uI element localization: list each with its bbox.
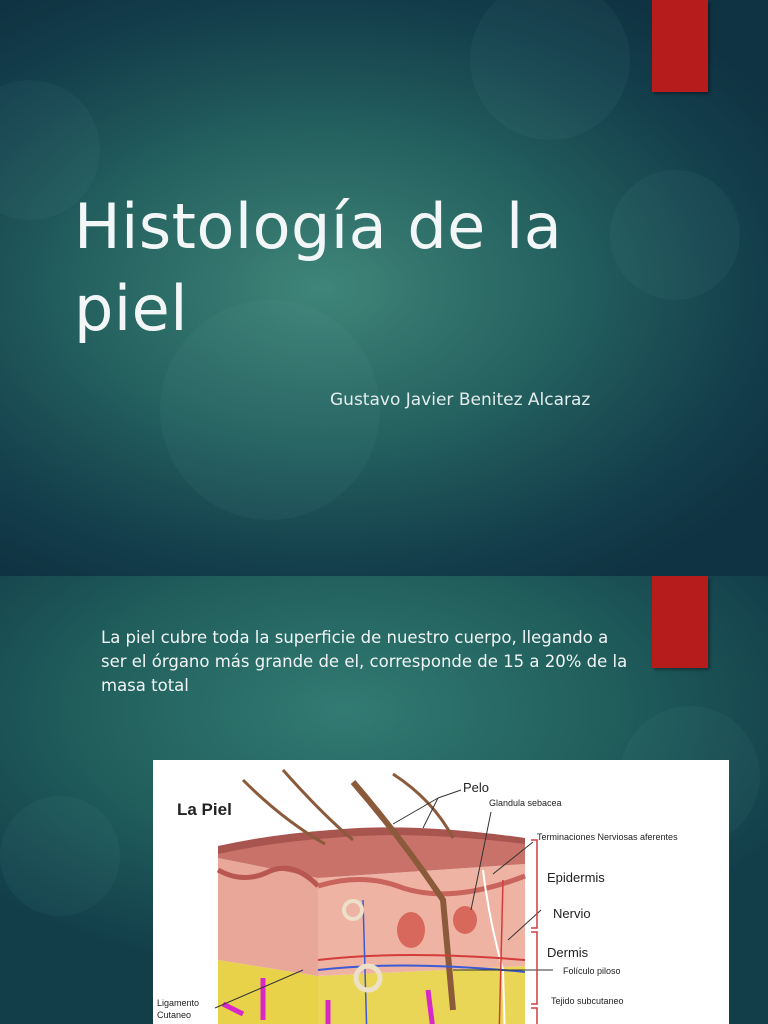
label-ligamento-1: Ligamento [157, 998, 200, 1008]
body-line-2: ser el órgano más grande de el, corresponde de 15 a 20% de la [101, 652, 628, 671]
body-line-1: La piel cubre toda la superficie de nuestro cuerpo, llegando a [101, 628, 609, 647]
label-tejido: Tejido subcutaneo [551, 996, 624, 1006]
skin-diagram [153, 760, 729, 1024]
title-line-2: piel [74, 272, 188, 345]
figure-title: La Piel [177, 800, 232, 819]
bokeh-circle [470, 0, 630, 140]
label-ligamento-2: Cutaneo [157, 1010, 192, 1020]
skin-illustration [153, 760, 729, 1024]
label-epidermis: Epidermis [547, 870, 605, 885]
content-slide [0, 576, 768, 1024]
layer-bracket [531, 932, 537, 1004]
sebaceous-gland [397, 912, 425, 948]
leader-line [438, 790, 461, 798]
sebaceous-gland [453, 906, 477, 934]
label-nervio: Nervio [553, 906, 591, 921]
label-glandula: Glandula sebacea [489, 798, 562, 808]
label-terminaciones: Terminaciones Nerviosas aferentes [537, 832, 678, 842]
slide-title [74, 186, 634, 350]
accent-tab [652, 0, 708, 92]
body-paragraph [101, 626, 701, 698]
label-dermis: Dermis [547, 945, 589, 960]
author-name: Gustavo Javier Benitez Alcaraz [330, 390, 591, 410]
bokeh-circle [0, 796, 120, 916]
body-line-3: masa total [101, 676, 189, 695]
title-line-1: Histología de la [74, 190, 563, 263]
layer-bracket [531, 1008, 537, 1024]
label-pelo: Pelo [463, 780, 490, 795]
label-foliculo: Folículo piloso [563, 966, 621, 976]
hair-strand [283, 770, 353, 840]
subcutaneous-side [318, 966, 525, 1024]
